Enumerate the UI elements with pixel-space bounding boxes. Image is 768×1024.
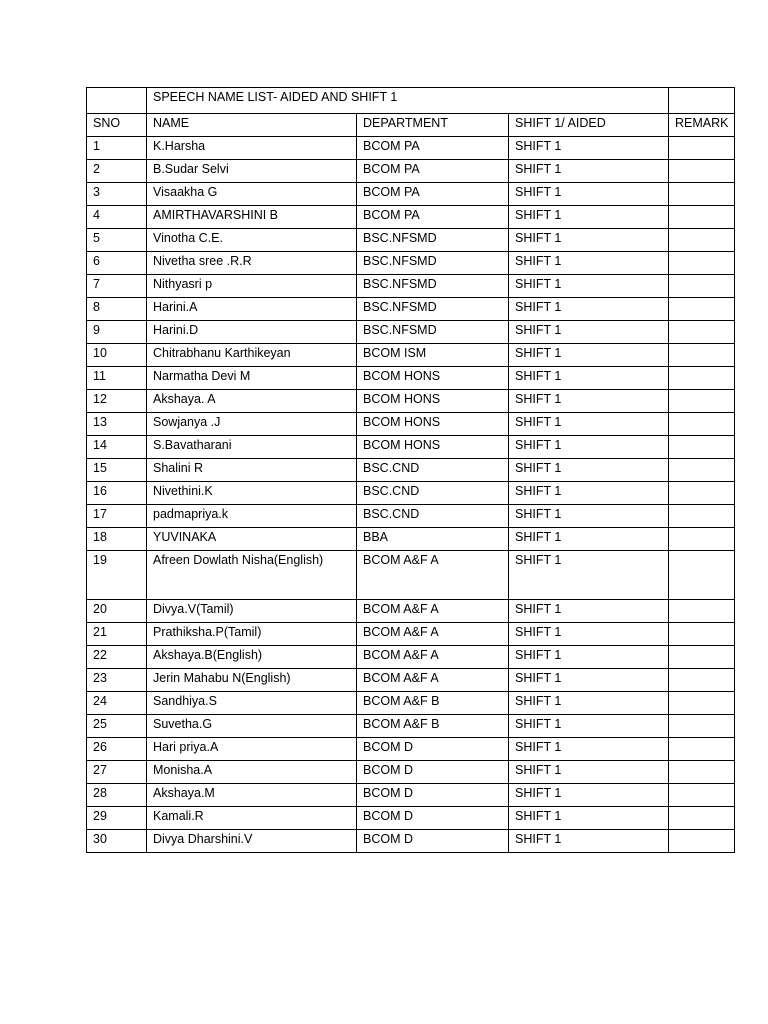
cell-name: Akshaya. A	[147, 389, 357, 412]
table-row	[87, 320, 735, 343]
cell-shift: SHIFT 1	[509, 830, 669, 853]
cell-department: BSC.CND	[357, 458, 509, 481]
cell-name: Narmatha Devi M	[147, 366, 357, 389]
cell-remark	[669, 458, 735, 481]
cell-shift: SHIFT 1	[509, 481, 669, 504]
cell-name: padmapriya.k	[147, 504, 357, 527]
cell-department: BCOM ISM	[357, 343, 509, 366]
cell-remark	[669, 738, 735, 761]
table-row	[87, 715, 735, 738]
cell-remark	[669, 159, 735, 182]
table-row	[87, 550, 735, 600]
cell-department: BBA	[357, 527, 509, 550]
cell-sno: 30	[87, 830, 147, 853]
table-row	[87, 205, 735, 228]
cell-remark	[669, 228, 735, 251]
cell-remark	[669, 366, 735, 389]
cell-sno: 15	[87, 458, 147, 481]
table-row	[87, 807, 735, 830]
cell-department: BCOM D	[357, 830, 509, 853]
cell-sno: 1	[87, 136, 147, 159]
cell-remark	[669, 136, 735, 159]
cell-sno: 7	[87, 274, 147, 297]
cell-sno: 20	[87, 600, 147, 623]
cell-shift: SHIFT 1	[509, 136, 669, 159]
cell-remark	[669, 182, 735, 205]
cell-remark	[669, 504, 735, 527]
cell-shift: SHIFT 1	[509, 274, 669, 297]
cell-name: Afreen Dowlath Nisha(English)	[147, 550, 357, 600]
table-row	[87, 343, 735, 366]
cell-shift: SHIFT 1	[509, 669, 669, 692]
cell-remark	[669, 320, 735, 343]
cell-shift: SHIFT 1	[509, 527, 669, 550]
table-row	[87, 159, 735, 182]
table-row	[87, 435, 735, 458]
cell-sno: 25	[87, 715, 147, 738]
cell-remark	[669, 646, 735, 669]
cell-remark	[669, 389, 735, 412]
table-row	[87, 366, 735, 389]
cell-department: BSC.NFSMD	[357, 274, 509, 297]
cell-remark	[669, 623, 735, 646]
cell-shift: SHIFT 1	[509, 646, 669, 669]
cell-shift: SHIFT 1	[509, 550, 669, 600]
table-row	[87, 527, 735, 550]
cell-department: BCOM PA	[357, 205, 509, 228]
cell-department: BCOM A&F B	[357, 692, 509, 715]
cell-sno: 18	[87, 527, 147, 550]
table-row	[87, 761, 735, 784]
cell-sno: 12	[87, 389, 147, 412]
speech-name-list-table	[86, 87, 735, 853]
header-name: NAME	[147, 113, 357, 136]
cell-remark	[669, 600, 735, 623]
cell-sno: 22	[87, 646, 147, 669]
header-sno: SNO	[87, 113, 147, 136]
title-row	[87, 88, 735, 114]
cell-shift: SHIFT 1	[509, 159, 669, 182]
cell-department: BCOM PA	[357, 182, 509, 205]
cell-sno: 5	[87, 228, 147, 251]
cell-remark	[669, 205, 735, 228]
table-row	[87, 504, 735, 527]
cell-name: Visaakha G	[147, 182, 357, 205]
cell-name: Suvetha.G	[147, 715, 357, 738]
cell-name: AMIRTHAVARSHINI B	[147, 205, 357, 228]
cell-name: Harini.A	[147, 297, 357, 320]
cell-name: Prathiksha.P(Tamil)	[147, 623, 357, 646]
cell-remark	[669, 550, 735, 600]
cell-shift: SHIFT 1	[509, 761, 669, 784]
table-row	[87, 646, 735, 669]
header-department: DEPARTMENT	[357, 113, 509, 136]
cell-department: BCOM A&F A	[357, 646, 509, 669]
cell-remark	[669, 435, 735, 458]
cell-sno: 21	[87, 623, 147, 646]
table-row	[87, 623, 735, 646]
cell-sno: 27	[87, 761, 147, 784]
cell-name: B.Sudar Selvi	[147, 159, 357, 182]
cell-sno: 24	[87, 692, 147, 715]
cell-department: BCOM HONS	[357, 412, 509, 435]
cell-shift: SHIFT 1	[509, 692, 669, 715]
cell-department: BCOM PA	[357, 159, 509, 182]
cell-shift: SHIFT 1	[509, 205, 669, 228]
cell-remark	[669, 274, 735, 297]
table-title: SPEECH NAME LIST- AIDED AND SHIFT 1	[147, 88, 669, 114]
cell-department: BSC.NFSMD	[357, 251, 509, 274]
cell-sno: 9	[87, 320, 147, 343]
cell-name: S.Bavatharani	[147, 435, 357, 458]
table-row	[87, 784, 735, 807]
cell-remark	[669, 669, 735, 692]
cell-name: K.Harsha	[147, 136, 357, 159]
table-row	[87, 600, 735, 623]
cell-name: Monisha.A	[147, 761, 357, 784]
cell-remark	[669, 715, 735, 738]
cell-department: BCOM PA	[357, 136, 509, 159]
title-empty-cell	[87, 88, 147, 114]
cell-department: BCOM A&F A	[357, 623, 509, 646]
cell-shift: SHIFT 1	[509, 784, 669, 807]
table-row	[87, 458, 735, 481]
cell-department: BCOM D	[357, 807, 509, 830]
cell-name: Sowjanya .J	[147, 412, 357, 435]
table-row	[87, 297, 735, 320]
cell-sno: 10	[87, 343, 147, 366]
cell-sno: 2	[87, 159, 147, 182]
table-row	[87, 481, 735, 504]
table-row	[87, 692, 735, 715]
header-shift: SHIFT 1/ AIDED	[509, 113, 669, 136]
title-remark-empty-cell	[669, 88, 735, 114]
table-row	[87, 182, 735, 205]
table-row	[87, 228, 735, 251]
table-row	[87, 669, 735, 692]
cell-name: Shalini R	[147, 458, 357, 481]
cell-name: YUVINAKA	[147, 527, 357, 550]
cell-shift: SHIFT 1	[509, 504, 669, 527]
cell-name: Chitrabhanu Karthikeyan	[147, 343, 357, 366]
cell-name: Vinotha C.E.	[147, 228, 357, 251]
cell-department: BCOM HONS	[357, 389, 509, 412]
cell-name: Divya.V(Tamil)	[147, 600, 357, 623]
cell-name: Kamali.R	[147, 807, 357, 830]
cell-shift: SHIFT 1	[509, 251, 669, 274]
cell-remark	[669, 761, 735, 784]
table-body	[87, 88, 735, 853]
cell-sno: 11	[87, 366, 147, 389]
cell-sno: 16	[87, 481, 147, 504]
table-row	[87, 251, 735, 274]
cell-name: Sandhiya.S	[147, 692, 357, 715]
cell-department: BCOM D	[357, 784, 509, 807]
cell-shift: SHIFT 1	[509, 435, 669, 458]
table-row	[87, 136, 735, 159]
cell-name: Akshaya.M	[147, 784, 357, 807]
cell-remark	[669, 692, 735, 715]
table-row	[87, 389, 735, 412]
cell-name: Divya Dharshini.V	[147, 830, 357, 853]
cell-department: BCOM A&F A	[357, 669, 509, 692]
cell-sno: 17	[87, 504, 147, 527]
cell-sno: 4	[87, 205, 147, 228]
cell-sno: 23	[87, 669, 147, 692]
cell-name: Harini.D	[147, 320, 357, 343]
cell-sno: 6	[87, 251, 147, 274]
cell-remark	[669, 251, 735, 274]
cell-shift: SHIFT 1	[509, 715, 669, 738]
cell-department: BSC.CND	[357, 481, 509, 504]
cell-name: Akshaya.B(English)	[147, 646, 357, 669]
cell-name: Hari priya.A	[147, 738, 357, 761]
cell-department: BSC.NFSMD	[357, 320, 509, 343]
cell-sno: 3	[87, 182, 147, 205]
cell-shift: SHIFT 1	[509, 623, 669, 646]
cell-department: BSC.NFSMD	[357, 297, 509, 320]
cell-remark	[669, 807, 735, 830]
cell-shift: SHIFT 1	[509, 738, 669, 761]
cell-remark	[669, 527, 735, 550]
cell-name: Nivethini.K	[147, 481, 357, 504]
cell-department: BCOM A&F B	[357, 715, 509, 738]
cell-sno: 14	[87, 435, 147, 458]
cell-remark	[669, 830, 735, 853]
cell-remark	[669, 297, 735, 320]
cell-name: Nivetha sree .R.R	[147, 251, 357, 274]
table-row	[87, 830, 735, 853]
cell-sno: 29	[87, 807, 147, 830]
cell-sno: 26	[87, 738, 147, 761]
cell-department: BCOM A&F A	[357, 600, 509, 623]
cell-shift: SHIFT 1	[509, 297, 669, 320]
cell-shift: SHIFT 1	[509, 412, 669, 435]
cell-remark	[669, 343, 735, 366]
cell-shift: SHIFT 1	[509, 182, 669, 205]
table-row	[87, 412, 735, 435]
cell-shift: SHIFT 1	[509, 343, 669, 366]
cell-department: BSC.CND	[357, 504, 509, 527]
cell-department: BSC.NFSMD	[357, 228, 509, 251]
cell-name: Jerin Mahabu N(English)	[147, 669, 357, 692]
table-row	[87, 738, 735, 761]
cell-department: BCOM HONS	[357, 435, 509, 458]
cell-sno: 13	[87, 412, 147, 435]
cell-sno: 28	[87, 784, 147, 807]
cell-remark	[669, 481, 735, 504]
cell-remark	[669, 784, 735, 807]
cell-shift: SHIFT 1	[509, 600, 669, 623]
cell-shift: SHIFT 1	[509, 228, 669, 251]
cell-shift: SHIFT 1	[509, 807, 669, 830]
header-row	[87, 113, 735, 136]
cell-shift: SHIFT 1	[509, 320, 669, 343]
table-row	[87, 274, 735, 297]
cell-name: Nithyasri p	[147, 274, 357, 297]
cell-department: BCOM A&F A	[357, 550, 509, 600]
cell-department: BCOM D	[357, 738, 509, 761]
cell-shift: SHIFT 1	[509, 366, 669, 389]
cell-sno: 8	[87, 297, 147, 320]
cell-shift: SHIFT 1	[509, 389, 669, 412]
cell-remark	[669, 412, 735, 435]
cell-shift: SHIFT 1	[509, 458, 669, 481]
header-remark: REMARK	[669, 113, 735, 136]
cell-sno: 19	[87, 550, 147, 600]
cell-department: BCOM D	[357, 761, 509, 784]
cell-department: BCOM HONS	[357, 366, 509, 389]
